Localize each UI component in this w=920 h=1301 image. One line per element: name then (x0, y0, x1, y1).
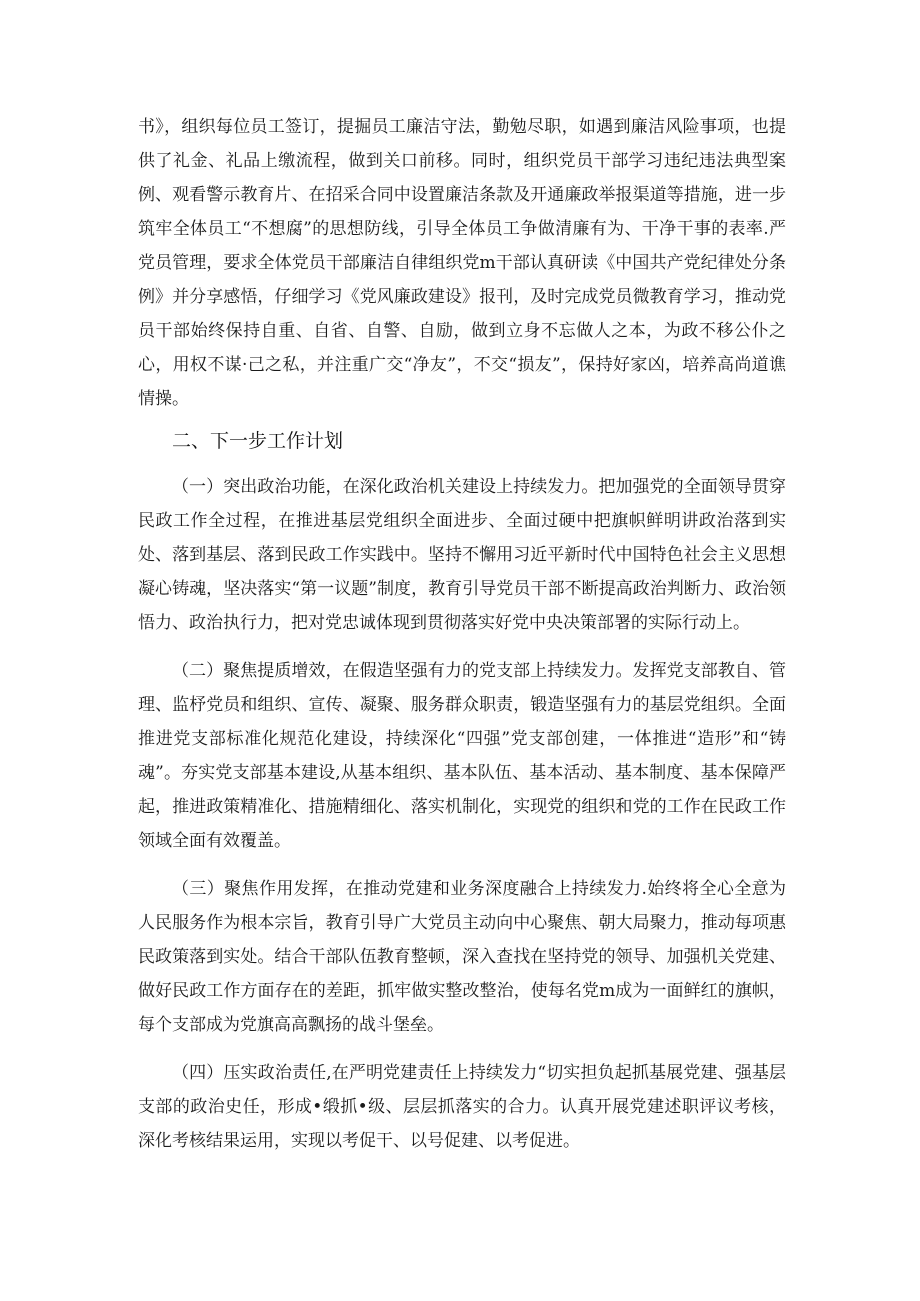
paragraph-intro: 书》，组织每位员工签订，提掘员工廉洁守法，勤勉尽职，如遇到廉洁风险事项，也提供了礼金、礼品上缴流程，做到关口前移。同时，组织党员干部学习违纪违法典型案例、观看警示教育片、在招采合同中设置廉洁条款及开通廉政举报渠道等措施，进一步筑牢全体员工“不想腐”的思想防线，引导全体员工争做清廉有为、干净干事的表率.严党员管理，要求全体党员干部廉洁自律组织党m干部认真研读《中国共产党纪律处分条例》并分享感悟，仔细学习《党风廉政建设》报刊，及时完成党员微教育学习，推动党员干部始终保持自重、自省、自警、自励，做到立身不忘做人之本，为政不移公仆之心，用权不谋·己之私，并注重广交“净友”，不交“损友”，保持好家凶，培养高尚道谯情操。 (138, 117, 786, 409)
paragraph-plan-2: （二）聚焦提质增效，在假造坚强有力的党支部上持续发力。发挥党支部教自、管理、监杼党员和组织、宣传、凝聚、服务群众职责，锻造坚强有力的基层党组织。全面推进党支部标准化规范化建设，持续深化“四强”党支部创建，一体推进“造形”和“铸魂”。夯实党支部基本建设,从基本组织、基本队伍、基本活动、基本制度、基本保障严起，推进政策精准化、措施精细化、落实机制化，实现党的组织和党的工作在民政工作领域全面有效覆盖。 (138, 661, 786, 851)
section-heading: 二、下一步工作计划 (172, 430, 344, 452)
paragraph-plan-1: （一）突出政治功能，在深化政治机关建设上持续发力。把加强党的全面领导贯穿民政工作全过程，在推进基层党组织全面进步、全面过硬中把旗帜鲜明讲政治落到实处、落到基层、落到民政工作实践中。坚持不懈用习近平新时代中国特色社会主义思想凝心铸魂，坚决落实“第一议题”制度，教育引导党员干部不断提高政治判断力、政治领悟力、政治执行力，把对党忠诚体现到贯彻落实好党中央决策部署的实际行动上。 (138, 477, 786, 633)
paragraph-plan-3: （三）聚焦作用发挥，在推动党建和业务深度融合上持续发力.始终将全心全意为人民服务作为根本宗旨，教育引导广大党员主动向中心聚焦、朝大局聚力，推动每项惠民政策落到实处。结合干部队伍教育整顿，深入查找在坚持党的领导、加强机关党建、做好民政工作方面存在的差距，抓牢做实整改整治，使每名党m成为一面鲜红的旗帜，每个支部成为党旗高高飘扬的战斗堡垒。 (138, 879, 786, 1035)
document-page (138, 110, 786, 1158)
paragraph-gap (138, 1042, 786, 1056)
paragraph-plan-4: （四）压实政治责任,在严明党建责任上持续发力“切实担负起抓基展党建、强基层支部的政治史任，形成•缎抓•级、层层抓落实的合力。认真开展党建述职评议考核，深化考核结果运用，实现以考促干、以号促建、以考促进。 (138, 1063, 786, 1151)
paragraph-gap (138, 640, 786, 654)
paragraph-gap (138, 858, 786, 872)
